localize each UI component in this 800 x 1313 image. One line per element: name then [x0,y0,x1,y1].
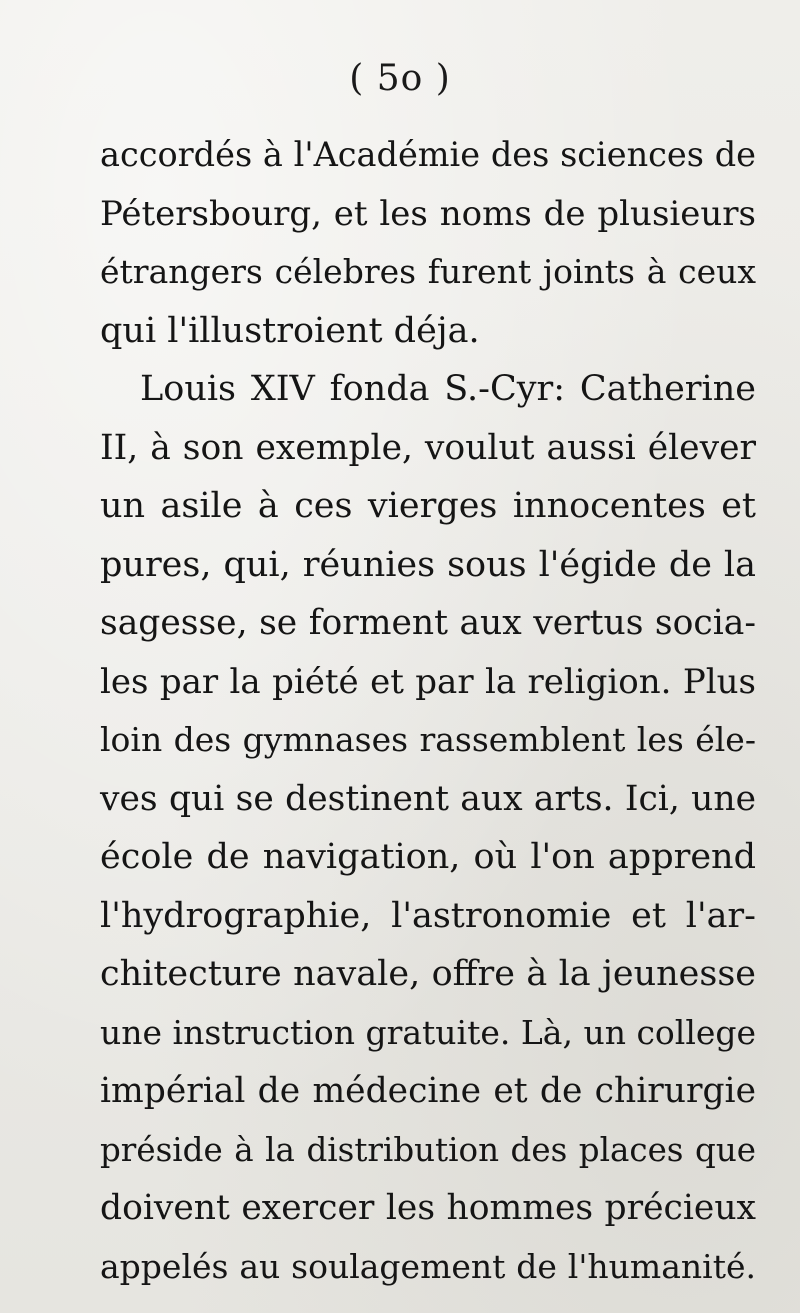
text-line: ves qui se destinent aux arts. Ici, une [100,778,756,819]
text-line: sagesse, se forment aux vertus socia- [100,603,756,643]
text-line: préside à la distribution des places que [100,1130,756,1169]
text-line: un asile à ces vierges innocentes et [100,486,756,526]
text-line: les par la piété et par la religion. Plus [100,661,756,702]
text-line: une instruction gratuite. Là, un college [100,1012,757,1052]
text-line: accordés à l'Académie des sciences de [100,135,756,174]
text-line: impérial de médecine et de chirurgie [100,1071,756,1111]
body-text [100,126,756,1296]
text-line: II, à son exemple, voulut aussi élever [100,427,756,468]
text-line: qui l'illustroient déja. [100,310,480,351]
text-line: étrangers célebres furent joints à ceux [100,252,756,291]
text-line: doivent exercer les hommes précieux [100,1188,756,1228]
text-line: loin des gymnases rassemblent les éle- [100,720,756,759]
text-line: chitecture navale, offre à la jeunesse [100,954,756,994]
text-line: appelés au soulagement de l'humanité. [100,1246,756,1286]
text-line: école de navigation, où l'on apprend [100,837,756,877]
text-line: Pétersbourg, et les noms de plusieurs [100,193,756,234]
text-line: l'hydrographie, l'astronomie et l'ar- [100,895,756,936]
text-line: Louis XIV fonda S.-Cyr: Catherine [140,369,756,409]
page-number: ( 5o ) [349,58,451,99]
text-line: pures, qui, réunies sous l'égide de la [100,544,756,585]
